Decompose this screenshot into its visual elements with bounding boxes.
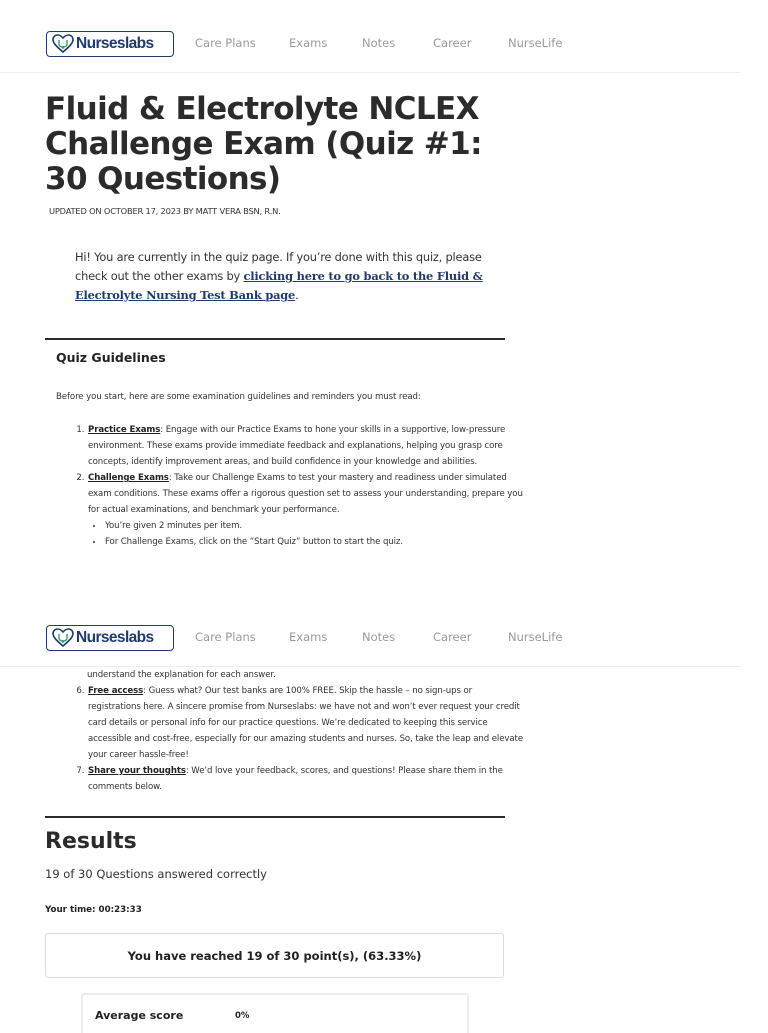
average-score-value: 0% [235, 1011, 250, 1021]
test-bank-link[interactable]: clicking here to go back to the Fluid & Electrolyte Nursing Test Bank page [75, 269, 483, 302]
guideline-item-share-thoughts: 7. Share your thoughts: We’d love your feedback, scores, and questions! Please share them in the comments below. [87, 763, 527, 795]
nav-link-notes[interactable]: Notes [362, 630, 396, 644]
page-title: Fluid & Electrolyte NCLEX Challenge Exam (Quiz #1: 30 Questions) [45, 91, 482, 197]
nav-link-care-plans[interactable]: Care Plans [195, 36, 256, 50]
top-navbar [0, 18, 740, 73]
guideline-list-continued [56, 667, 527, 795]
guideline-list [56, 422, 527, 550]
partial-line: understand the explanation for each answer. [87, 670, 276, 680]
challenge-sub-list [88, 518, 527, 550]
sticky-navbar [0, 612, 740, 667]
heart-stethoscope-icon [52, 34, 74, 54]
nav-link-care-plans[interactable]: Care Plans [195, 630, 256, 644]
guideline-item-challenge-exams: 2. Challenge Exams: Take our Challenge Exams to test your mastery and readiness under simulated exam conditions. These exams offer a rigorous question set to assess your understanding, prepare you for actual examinations, and benchmark your performance. • You’re given 2 minutes per item. • For Challenge Exams, click on the “Start Quiz” button to start the quiz. [87, 470, 527, 550]
post-meta: UPDATED ON OCTOBER 17, 2023 BY MATT VERA BSN, R.N. [49, 206, 281, 216]
guidelines-intro: Before you start, here are some examination guidelines and reminders you must read: [56, 392, 421, 402]
site-logo[interactable] [46, 625, 174, 651]
time-taken: Your time: 00:23:33 [45, 905, 142, 915]
results-heading: Results [45, 829, 137, 854]
nav-link-nurselife[interactable]: NurseLife [508, 36, 563, 50]
answered-count: 19 of 30 Questions answered correctly [45, 867, 267, 881]
nav-link-career[interactable]: Career [433, 36, 472, 50]
guideline-item-free-access: 6. Free access: Guess what? Our test banks are 100% FREE. Skip the hassle – no sign-ups or registrations here. A sincere promise from Nurseslabs: we have not and won’t ever request your credit card details or personal info for our practice questions. We’re dedicated to keeping this service accessible and cost-free, especially for our amazing students and nurses. So, take the leap and elevate your career hassle-free! [87, 683, 527, 763]
nav-link-nurselife[interactable]: NurseLife [508, 630, 563, 644]
section-divider [45, 816, 505, 818]
section-divider [45, 338, 505, 340]
guideline-title[interactable]: Practice Exams [88, 425, 161, 435]
nav-link-career[interactable]: Career [433, 630, 472, 644]
intro-paragraph: Hi! You are currently in the quiz page. If you’re done with this quiz, please check out the other exams by clicking here to go back to the Fluid & Electrolyte Nursing Test Bank page. [75, 250, 483, 302]
average-score-label: Average score [95, 1009, 184, 1022]
average-score-panel [81, 993, 469, 1033]
logo-text: Nurseslabs [76, 35, 154, 52]
guideline-item-practice-exams: 1. Practice Exams: Engage with our Practice Exams to hone your skills in a supportive, low-pressure environment. These exams provide immediate feedback and explanations, helping you grasp core concepts, identify improvement areas, and build confidence in your knowledge and abilities. [87, 422, 527, 470]
sub-item: • You’re given 2 minutes per item. [104, 518, 527, 534]
score-summary: You have reached 19 of 30 point(s), (63.33%) [45, 933, 504, 978]
guidelines-heading: Quiz Guidelines [56, 350, 166, 365]
guideline-title[interactable]: Challenge Exams [88, 473, 169, 483]
nav-link-exams[interactable]: Exams [289, 36, 328, 50]
sub-item: • For Challenge Exams, click on the “Start Quiz” button to start the quiz. [104, 534, 527, 550]
site-logo[interactable] [46, 31, 174, 57]
nav-link-exams[interactable]: Exams [289, 630, 328, 644]
nav-link-notes[interactable]: Notes [362, 36, 396, 50]
guideline-title: Share your thoughts [88, 766, 186, 776]
heart-stethoscope-icon [52, 628, 74, 648]
logo-text: Nurseslabs [76, 629, 154, 646]
guideline-title: Free access [88, 686, 144, 696]
